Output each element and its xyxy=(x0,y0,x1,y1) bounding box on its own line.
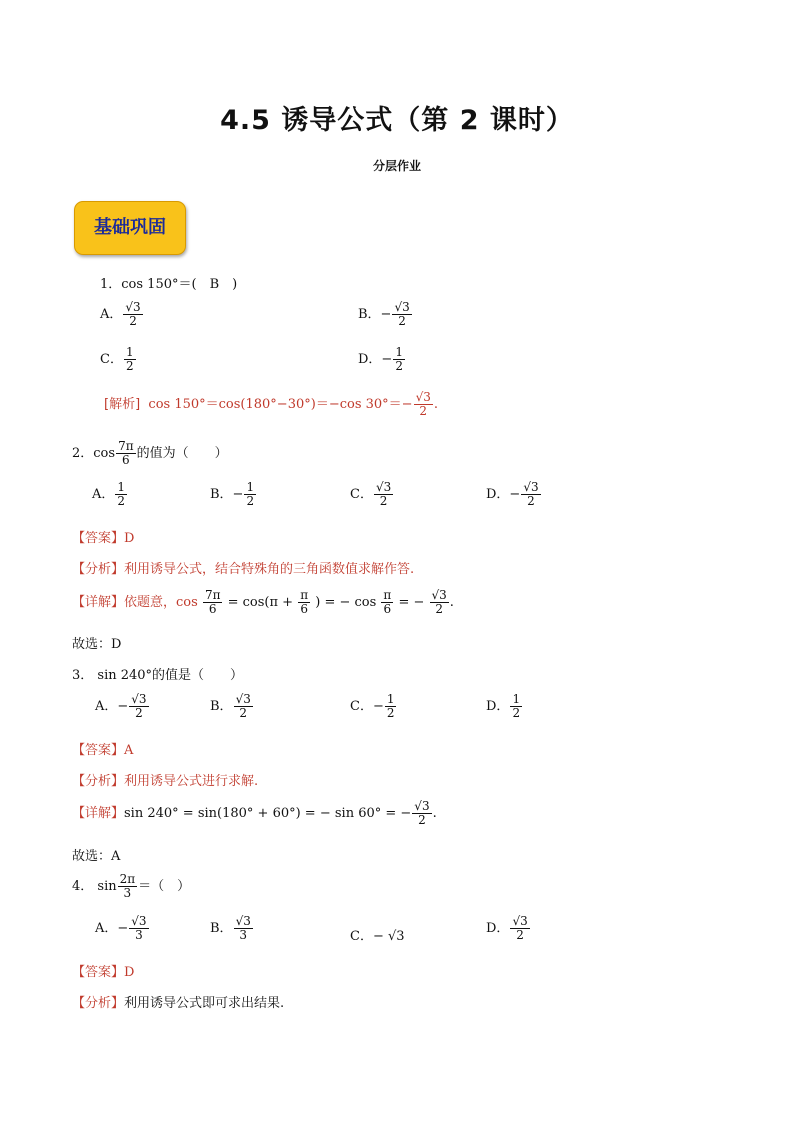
q1-option-b: B．− $\frac{√3}{2}$ xyxy=(358,300,410,329)
q2-choose: 故选：D xyxy=(72,637,122,652)
q3-option-d: D． $\frac{1}{2}$ xyxy=(486,692,521,721)
page-title: 4.5 诱导公式（第 2 课时） xyxy=(220,105,574,136)
q1-option-c: C． $\frac{1}{2}$ xyxy=(100,345,134,374)
q2-option-b: B．− $\frac{1}{2}$ xyxy=(210,480,255,509)
q4-answer: 【答案】D xyxy=(72,965,135,980)
q3-option-b: B． $\frac{√3}{2}$ xyxy=(210,692,251,721)
q2-option-a: A． $\frac{1}{2}$ xyxy=(92,480,126,509)
q4-stem: 4． sin $\frac{2\pi}{3}$ ＝（ ） xyxy=(72,872,191,901)
q4-option-a: A．− $\frac{√3}{3}$ xyxy=(95,914,147,943)
q3-option-c: C．− $\frac{1}{2}$ xyxy=(350,692,395,721)
section-badge xyxy=(74,201,186,255)
q1-option-d: D．− $\frac{1}{2}$ xyxy=(358,345,403,374)
q1-stem: 1．cos 150°＝( B ) xyxy=(100,277,238,292)
q4-option-c: C．− √3 xyxy=(350,929,405,944)
q3-choose: 故选：A xyxy=(72,849,121,864)
q2-detail: 【详解】依题意，cos $\frac{7\pi}{6}$ = cos(π + $\frac{\pi}{6}$ ) = − cos $\frac{\pi}{6}$ = − $\frac{√3}{2}$ . xyxy=(72,588,454,617)
q2-option-c: C． $\frac{√3}{2}$ xyxy=(350,480,392,509)
q4-option-b: B． $\frac{√3}{3}$ xyxy=(210,914,251,943)
q2-stem: 2．cos $\frac{7\pi}{6}$ 的值为（ ） xyxy=(72,439,228,468)
page-subtitle: 分层作业 xyxy=(372,159,421,173)
q3-stem: 3． sin 240°的值是（ ） xyxy=(72,668,244,683)
q2-analysis: 【分析】利用诱导公式，结合特殊角的三角函数值求解作答. xyxy=(72,562,415,577)
q2-answer: 【答案】D xyxy=(72,531,135,546)
q2-option-d: D．− $\frac{√3}{2}$ xyxy=(486,480,539,509)
q3-detail: 【详解】sin 240° = sin(180° + 60°) = − sin 60° = − $\frac{√3}{2}$ . xyxy=(72,799,437,828)
q4-analysis: 【分析】利用诱导公式即可求出结果. xyxy=(72,996,285,1011)
q4-option-d: D． $\frac{√3}{2}$ xyxy=(486,914,528,943)
q1-analysis: [解析] cos 150°＝cos(180°−30°)＝−cos 30°＝− $\frac{√3}{2}$ . xyxy=(104,390,438,419)
q3-analysis: 【分析】利用诱导公式进行求解. xyxy=(72,774,259,789)
q1-option-a: A． $\frac{√3}{2}$ xyxy=(100,300,141,329)
q3-option-a: A．− $\frac{√3}{2}$ xyxy=(95,692,147,721)
q3-answer: 【答案】A xyxy=(72,743,134,758)
badge-label: 基础巩固 xyxy=(94,217,166,238)
